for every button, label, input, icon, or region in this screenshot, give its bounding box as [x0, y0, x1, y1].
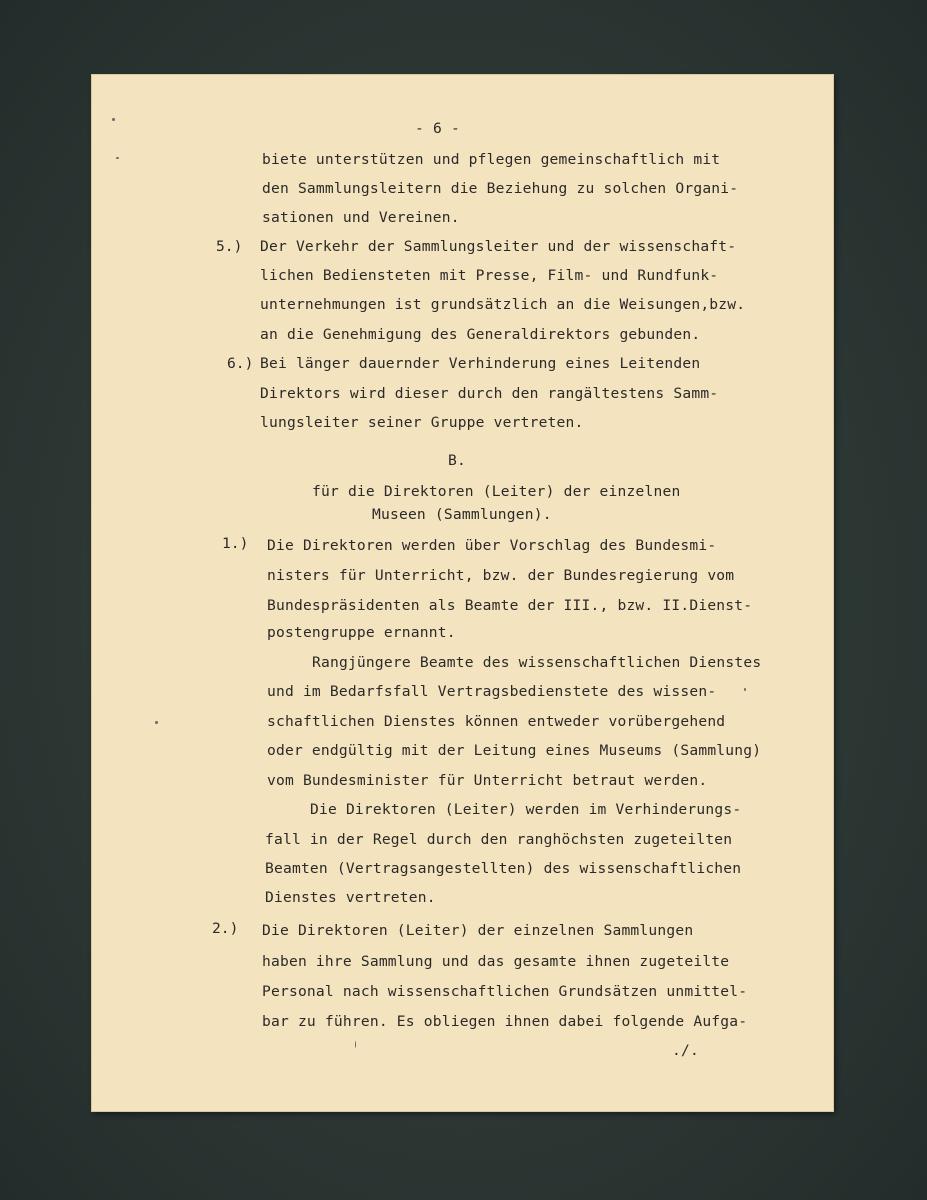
text-line: Dienstes vertreten.	[265, 889, 436, 906]
document-page	[92, 75, 833, 1111]
continuation-mark: ./.	[672, 1042, 699, 1059]
text-line: nisters für Unterricht, bzw. der Bundesregierung vom	[267, 567, 735, 584]
section-subheading: für die Direktoren (Leiter) der einzelnen	[312, 483, 681, 500]
item-number: 2.)	[212, 920, 239, 937]
text-line: Die Direktoren (Leiter) werden im Verhinderungs-	[310, 801, 742, 818]
text-line: Beamten (Vertragsangestellten) des wissenschaftlichen	[265, 860, 742, 877]
paper-speck	[355, 1041, 356, 1048]
text-line: und im Bedarfsfall Vertragsbedienstete des wissen-	[267, 683, 717, 700]
text-line: Bundespräsidenten als Beamte der III., bzw. II.Dienst-	[267, 597, 753, 614]
text-line: Die Direktoren werden über Vorschlag des Bundesmi-	[267, 537, 717, 554]
text-line: fall in der Regel durch den ranghöchsten zugeteilten	[265, 831, 733, 848]
page-number: - 6 -	[415, 120, 460, 137]
text-line: unternehmungen ist grundsätzlich an die Weisungen,bzw.	[260, 296, 746, 313]
item-number: 5.)	[216, 238, 243, 255]
text-line: Direktors wird dieser durch den rangältestens Samm-	[260, 385, 719, 402]
paper-speck	[155, 721, 158, 724]
section-heading: B.	[448, 452, 466, 469]
text-line: an die Genehmigung des Generaldirektors gebunden.	[260, 326, 701, 343]
item-number: 1.)	[222, 535, 249, 552]
text-line: bar zu führen. Es obliegen ihnen dabei folgende Aufga-	[262, 1013, 748, 1030]
text-line: lungsleiter seiner Gruppe vertreten.	[260, 414, 584, 431]
paper-speck	[744, 688, 746, 691]
text-line: Die Direktoren (Leiter) der einzelnen Sammlungen	[262, 922, 694, 939]
section-subheading: Museen (Sammlungen).	[372, 506, 552, 523]
text-line: vom Bundesminister für Unterricht betraut werden.	[267, 772, 708, 789]
text-line: Personal nach wissenschaftlichen Grundsätzen unmittel-	[262, 983, 748, 1000]
backdrop-speck	[112, 118, 115, 121]
text-line: sationen und Vereinen.	[262, 209, 460, 226]
text-line: oder endgültig mit der Leitung eines Museums (Sammlung)	[267, 742, 762, 759]
paper-speck	[116, 157, 119, 159]
text-line: haben ihre Sammlung und das gesamte ihnen zugeteilte	[262, 953, 730, 970]
item-number: 6.)	[227, 355, 254, 372]
text-line: schaftlichen Dienstes können entweder vorübergehend	[267, 713, 726, 730]
text-line: Bei länger dauernder Verhinderung eines Leitenden	[260, 355, 701, 372]
text-line: lichen Bediensteten mit Presse, Film- und Rundfunk-	[260, 267, 719, 284]
text-line: Der Verkehr der Sammlungsleiter und der wissenschaft-	[260, 238, 737, 255]
text-line: biete unterstützen und pflegen gemeinschaftlich mit	[262, 151, 721, 168]
text-line: postengruppe ernannt.	[267, 624, 456, 641]
text-line: den Sammlungsleitern die Beziehung zu solchen Organi-	[262, 180, 739, 197]
text-line: Rangjüngere Beamte des wissenschaftlichen Dienstes	[312, 654, 762, 671]
